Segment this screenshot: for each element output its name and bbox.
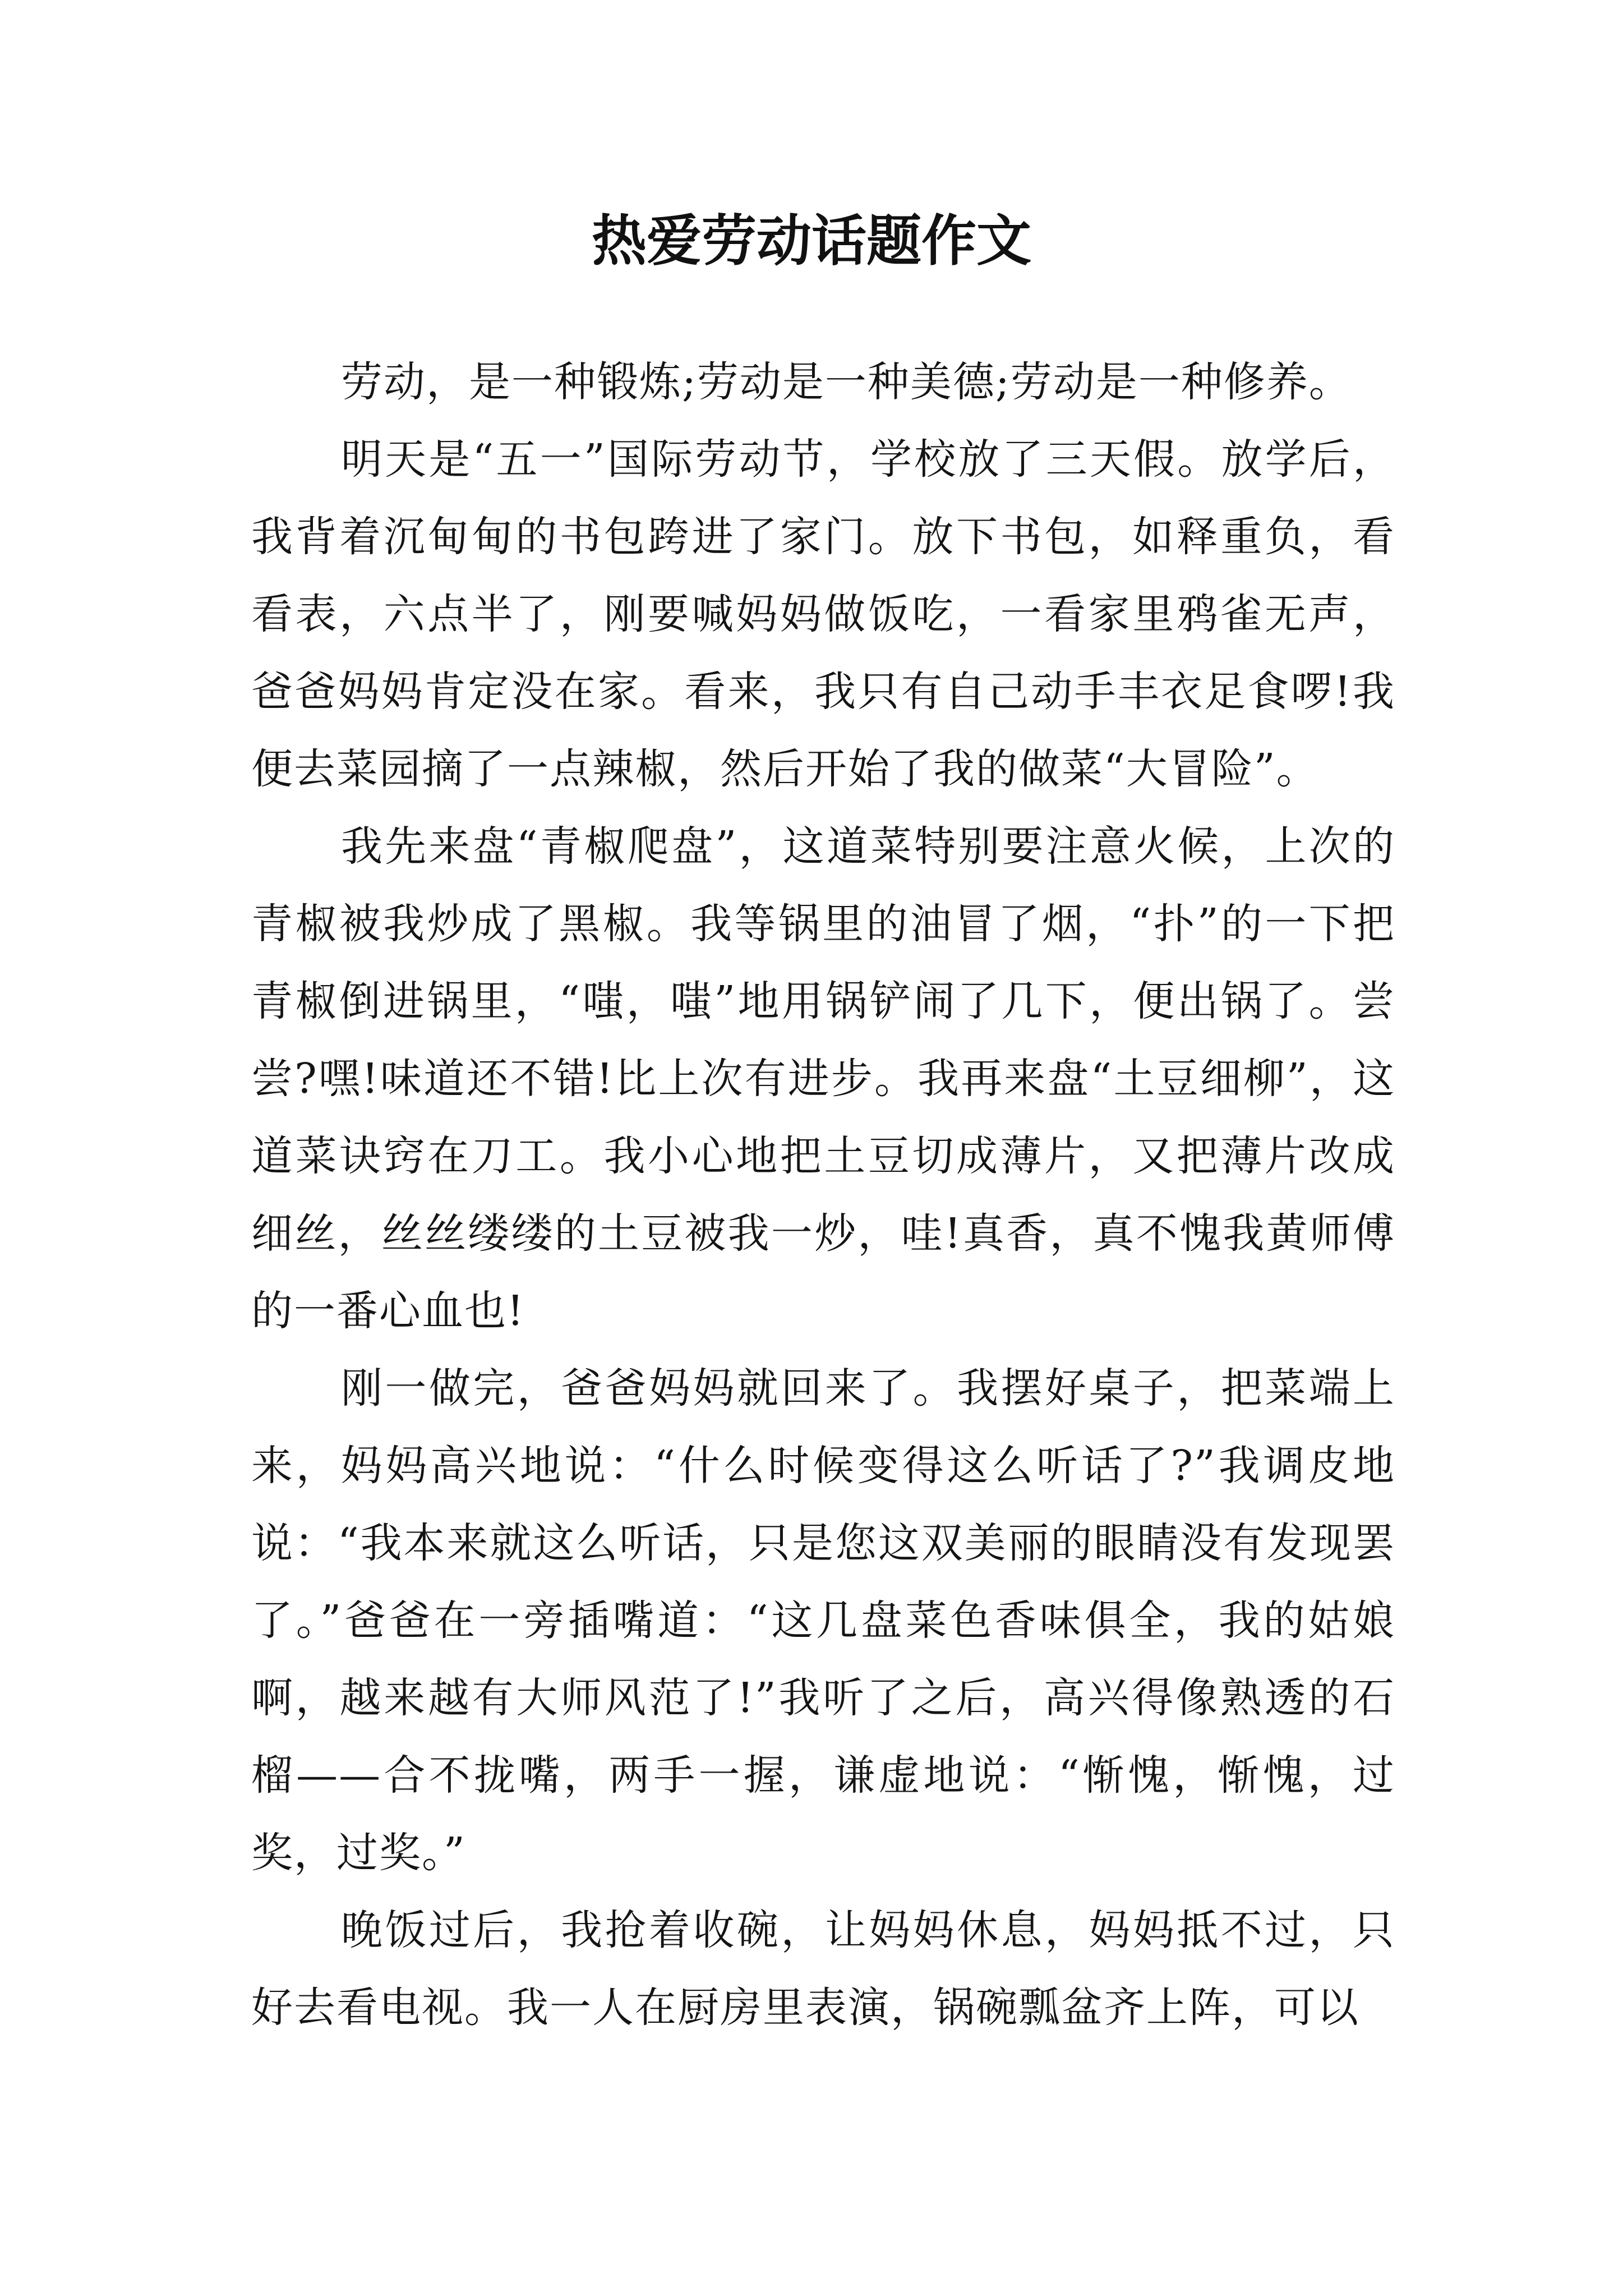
paragraph: 刚一做完，爸爸妈妈就回来了。我摆好桌子，把菜端上来，妈妈高兴地说：“什么时候变得这么听话了?”我调皮地说：“我本来就这么听话，只是您这双美丽的眼睛没有发现罢了。”爸爸在一旁插嘴道：“这几盘菜色香味俱全，我的姑娘啊，越来越有大师风范了!”我听了之后，高兴得像熟透的石榴——合不拢嘴，两手一握，谦虚地说：“惭愧，惭愧，过奖，过奖。” — [251, 1364, 1395, 1877]
paragraph: 晚饭过后，我抢着收碗，让妈妈休息，妈妈抵不过，只好去看电视。我一人在厨房里表演，锅碗瓢盆齐上阵，可以 — [251, 1906, 1395, 2032]
paragraph: 劳动，是一种锻炼;劳动是一种美德;劳动是一种修养。 — [341, 358, 1352, 406]
document-title: 热爱劳动话题作文 — [591, 209, 1031, 273]
paragraph: 明天是“五一”国际劳动节，学校放了三天假。放学后，我背着沉甸甸的书包跨进了家门。放下书包，如释重负，看看表，六点半了，刚要喊妈妈做饭吃，一看家里鸦雀无声，爸爸妈妈肯定没在家。看来，我只有自己动手丰衣足食啰!我便去菜园摘了一点辣椒，然后开始了我的做菜“大冒险”。 — [251, 435, 1395, 793]
paragraph: 我先来盘“青椒爬盘”，这道菜特别要注意火候，上次的青椒被我炒成了黑椒。我等锅里的油冒了烟，“扑”的一下把青椒倒进锅里，“嗤，嗤”地用锅铲闹了几下，便出锅了。尝尝?嘿!味道还不错!比上次有进步。我再来盘“土豆细柳”，这道菜诀窍在刀工。我小心地把土豆切成薄片，又把薄片改成细丝，丝丝缕缕的土豆被我一炒，哇!真香，真不愧我黄师傅的一番心血也! — [251, 822, 1395, 1335]
document-body — [251, 343, 1395, 2046]
